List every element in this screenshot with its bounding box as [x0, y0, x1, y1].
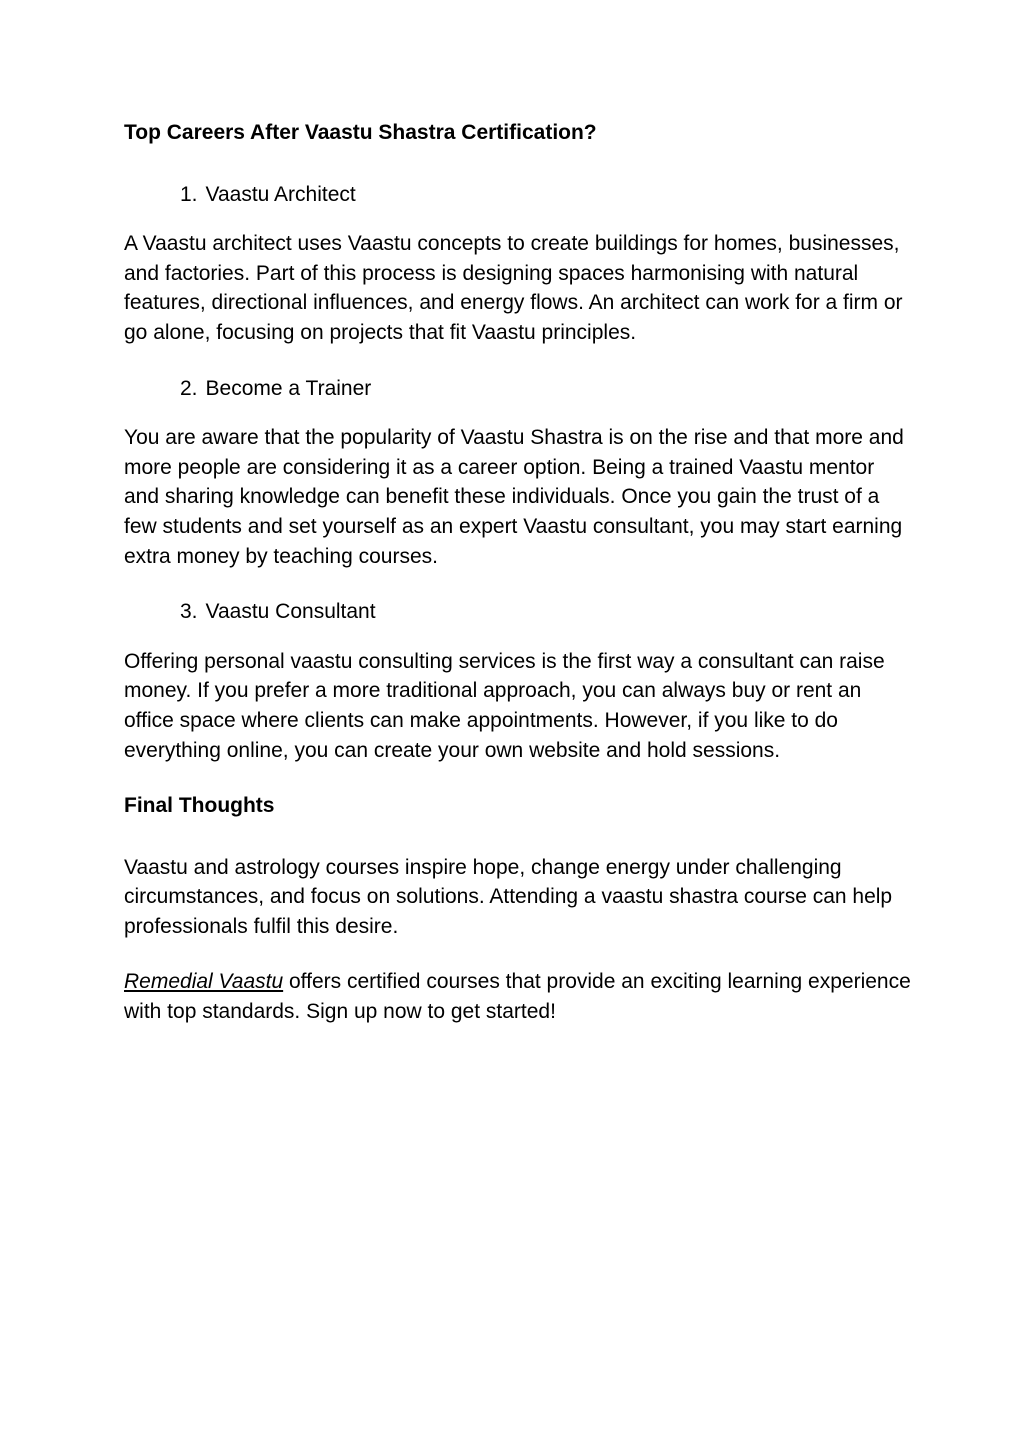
section-paragraph: You are aware that the popularity of Vaastu Shastra is on the rise and that more and more people are considering it as a career option. Being a trained Vaastu mentor and sharing knowledge can benefit these individuals. Once you gain the trust of a few students and set yourself as an expert Vaastu consultant, you may start earning extra money by teaching courses. [124, 426, 904, 568]
page-title: Top Careers After Vaastu Shastra Certification? [124, 121, 597, 144]
list-number: 2. [180, 376, 198, 400]
final-thoughts-heading: Final Thoughts [124, 794, 275, 818]
remedial-vaastu-link[interactable]: Remedial Vaastu [124, 970, 284, 994]
list-item-1 [124, 180, 914, 210]
list-item-3 [124, 597, 914, 627]
section-paragraph: A Vaastu architect uses Vaastu concepts to create buildings for homes, businesses, and factories. Part of this process is designing spaces harmonising with natural features, directional influences, and energy flows. An architect can work for a firm or go alone, focusing on projects that fit Vaastu principles. [124, 232, 903, 344]
section-paragraph: Offering personal vaastu consulting services is the first way a consultant can raise money. If you prefer a more traditional approach, you can always buy or rent an office space where clients can make appointments. However, if you like to do everything online, you can create your own website and hold sessions. [124, 649, 885, 762]
section-heading: Become a Trainer [205, 376, 372, 400]
final-thoughts-paragraph: Vaastu and astrology courses inspire hope, change energy under challenging circumstances, and focus on solutions. Attending a vaastu shastra course can help professionals fulfil this desire. [124, 855, 893, 938]
list-item-2 [124, 374, 914, 404]
closing-text: offers certified courses that provide an exciting learning experience with top standards. Sign up now to get started! [124, 970, 911, 1024]
closing-paragraph [124, 967, 914, 1026]
section-heading: Vaastu Architect [205, 182, 356, 206]
document-content [124, 118, 914, 1027]
section-heading: Vaastu Consultant [205, 600, 376, 624]
list-number: 3. [180, 600, 198, 624]
list-number: 1. [180, 182, 198, 206]
